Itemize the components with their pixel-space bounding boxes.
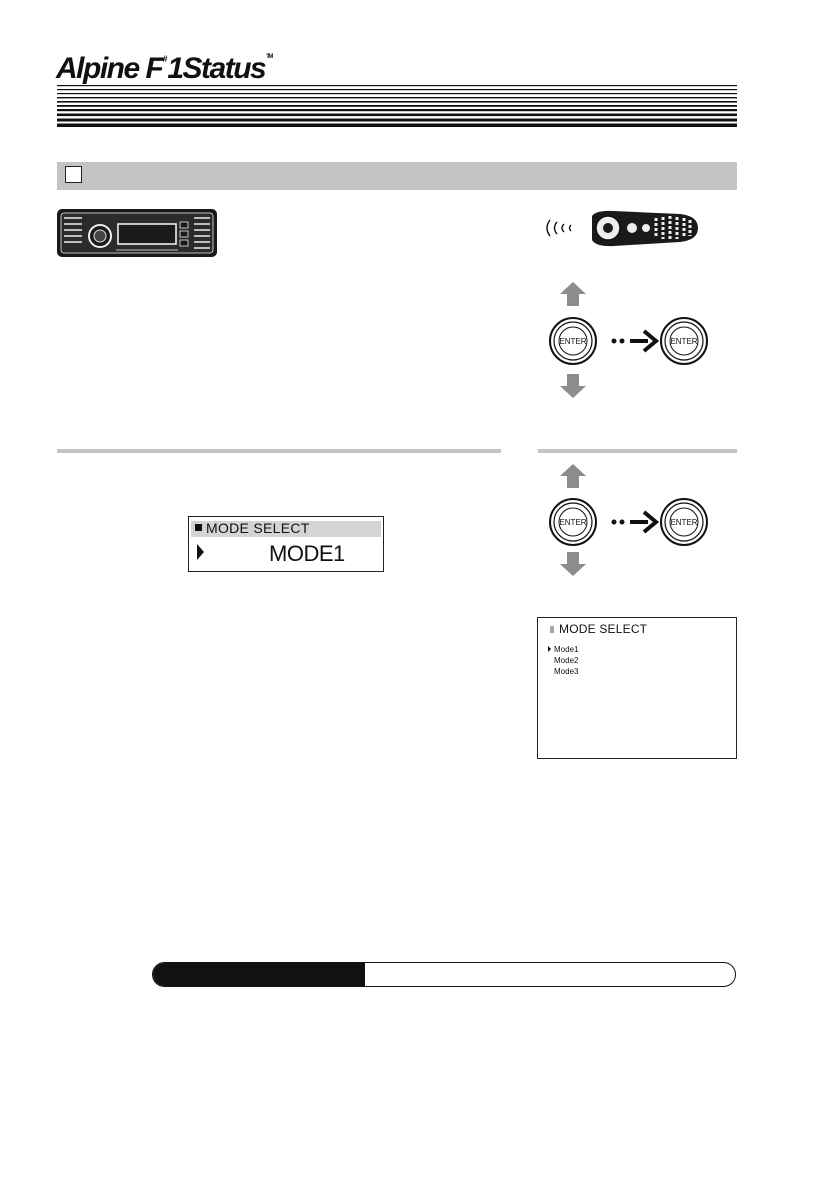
brand-logo <box>56 52 272 86</box>
mode-list-item[interactable]: Mode1 <box>548 644 578 655</box>
square-icon <box>195 524 202 531</box>
dot-icon <box>620 520 625 525</box>
cursor-arrow-icon <box>197 544 204 560</box>
enter-button-pressed <box>661 499 707 545</box>
checkbox-icon <box>65 166 82 183</box>
footer-tab <box>152 962 736 987</box>
head-unit-icon <box>56 208 218 258</box>
enter-label: ENTER <box>559 518 587 527</box>
dot-icon <box>612 339 617 344</box>
arrow-up-icon <box>560 282 586 306</box>
mode-list-item[interactable]: Mode3 <box>554 667 579 676</box>
lcd-title: MODE SELECT <box>206 520 310 536</box>
trademark-mark: TM <box>266 54 272 60</box>
lcd-value: MODE1 <box>269 541 345 566</box>
brand-superscript: # <box>162 54 168 64</box>
enter-button <box>550 318 596 364</box>
enter-label: ENTER <box>670 518 698 527</box>
section-divider <box>57 449 501 453</box>
enter-button-pressed <box>661 318 707 364</box>
header-rule-lines <box>57 85 737 127</box>
arrow-down-icon <box>560 374 586 398</box>
remote-control-icon <box>540 206 700 250</box>
brand-name-tail: 1Status <box>167 52 266 85</box>
enter-label: ENTER <box>559 337 587 346</box>
enter-button <box>550 499 596 545</box>
arrow-right-icon <box>630 512 656 532</box>
section-title-bar <box>57 162 737 190</box>
enter-control-diagram <box>540 280 720 400</box>
monitor-screen <box>537 617 737 759</box>
mode-list <box>548 644 578 677</box>
brand-name: Alpine F <box>56 52 163 85</box>
enter-control-diagram <box>540 462 720 580</box>
mode-list-item[interactable]: Mode2 <box>554 656 579 665</box>
arrow-up-icon <box>560 464 586 488</box>
lcd-display <box>188 516 384 572</box>
screen-title: MODE SELECT <box>559 622 648 636</box>
arrow-down-icon <box>560 552 586 576</box>
dot-icon <box>612 520 617 525</box>
enter-label: ENTER <box>670 337 698 346</box>
arrow-right-icon <box>630 331 656 351</box>
section-divider <box>538 449 737 453</box>
footer-tab-dark-segment <box>153 963 365 986</box>
square-icon <box>550 626 554 633</box>
dot-icon <box>620 339 625 344</box>
